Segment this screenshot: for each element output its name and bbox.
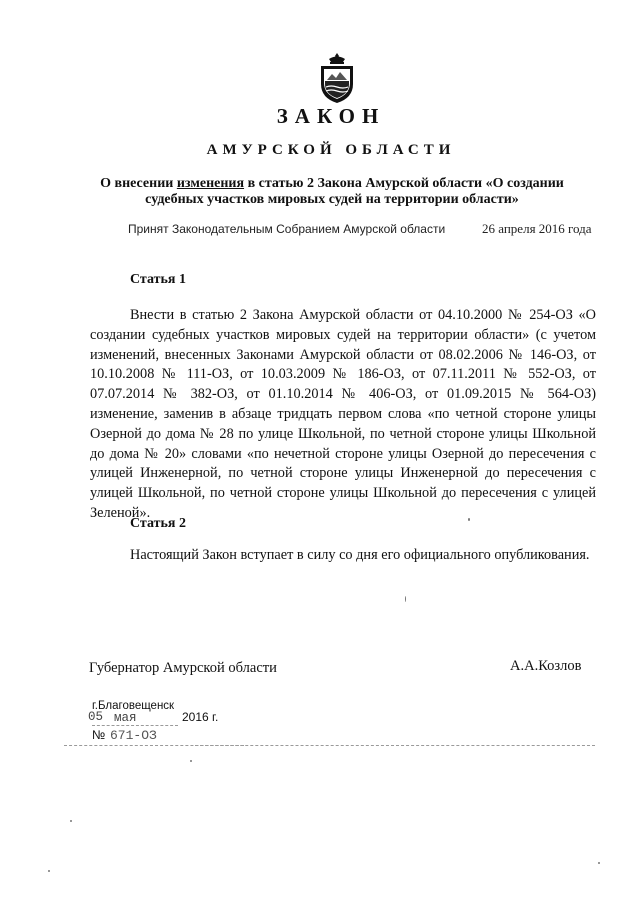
article-2-heading: Статья 2 <box>130 516 186 531</box>
scan-speck <box>598 862 600 864</box>
subject-rest: в статью 2 Закона Амурской области «О создании судебных участков мировых судей на территории области» <box>145 176 564 207</box>
date-underline <box>92 725 178 726</box>
signatory-name: А.А.Козлов <box>510 658 582 674</box>
scan-line <box>195 745 595 746</box>
registration-number-sign: № <box>92 728 106 742</box>
document-region: АМУРСКОЙ ОБЛАСТИ <box>206 142 456 158</box>
article-1-text: Внести в статью 2 Закона Амурской области от 04.10.2000 № 254-ОЗ «О создании судебных участков мировых судей на территории области» (с учетом изменений, внесенных Законами Амурской области от 08.02.2006 № 146-ОЗ, от 10.10.2008 № 111-ОЗ, от 10.03.2009 № 186-ОЗ, от 07.11.2011 № 552-ОЗ, от 07.07.2014 № 382-ОЗ, от 01.10.2014 № 406-ОЗ, от 01.09.2015 № 564-ОЗ) изменение, заменив в абзаце тридцать первом слова «по четной стороне улицы Озерной до дома № 28 по улице Школьной, по четной стороне улицы Школьной до дома № 20» словами «по нечетной стороне улицы Озерной до пересечения с улицей Инженерной, по четной стороне улицы Инженерной до пересечения с улицей Школьной, по четной стороне улицы Школьной до пересечения с улицей Зеленой». <box>90 307 596 521</box>
scan-speck <box>48 870 50 872</box>
issue-place: г.Благовещенск <box>92 700 175 712</box>
document-title: ЗАКОН <box>276 104 386 128</box>
scan-speck <box>70 820 72 822</box>
subject-underlined-word: изменения <box>176 176 245 191</box>
issue-day: 05 <box>88 710 104 724</box>
adoption-date: 26 апреля 2016 года <box>482 221 592 236</box>
signatory-position: Губернатор Амурской области <box>89 660 277 676</box>
subject-prefix: О внесении <box>100 176 177 191</box>
issue-year: 2016 г. <box>182 710 219 724</box>
article-1-heading: Статья 1 <box>130 272 186 287</box>
adoption-statement: Принят Законодательным Собранием Амурской области <box>128 222 446 236</box>
registration-number: 671-ОЗ <box>110 728 157 743</box>
scan-speck <box>468 518 470 521</box>
issue-month: мая <box>114 711 137 725</box>
coat-of-arms-icon <box>318 52 356 104</box>
law-subject <box>82 176 582 208</box>
article-2-text: Настоящий Закон вступает в силу со дня его официального опубликования. <box>130 547 590 563</box>
scan-speck <box>405 596 406 602</box>
scan-speck <box>190 760 192 762</box>
